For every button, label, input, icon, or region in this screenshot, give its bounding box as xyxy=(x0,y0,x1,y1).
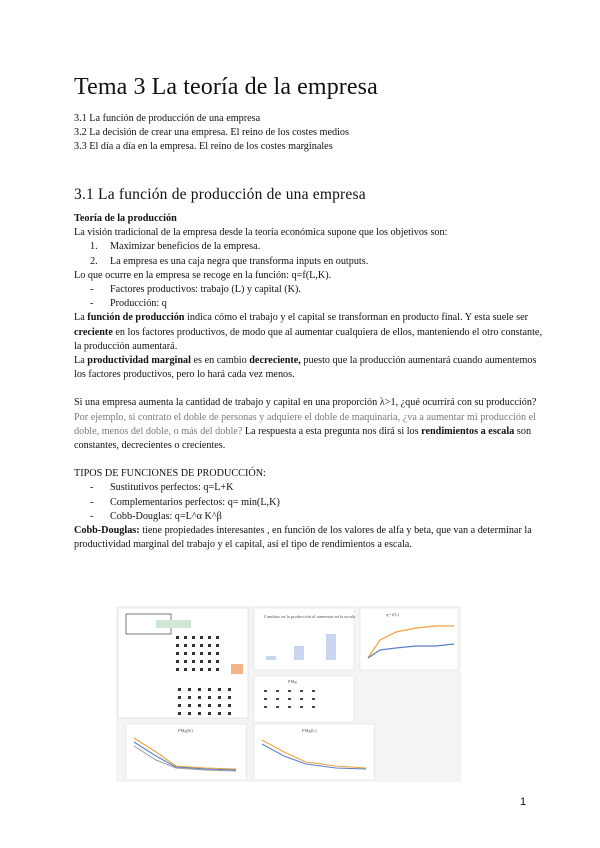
list-item: - Complementarios perfectos: q= min(L,K) xyxy=(90,496,280,508)
list-item: - Factores productivos: trabajo (L) y capital (K). xyxy=(90,284,301,296)
panel-a-title: PMg(K) xyxy=(178,728,194,733)
list-item: 1. Maximizar beneficios de la empresa. xyxy=(90,241,261,253)
intro-text: La visión tradicional de la empresa desde la teoría económica supone que los objetivos son: xyxy=(74,227,448,239)
section-body xyxy=(74,212,544,552)
page-number: 1 xyxy=(520,796,527,808)
types-heading: TIPOS DE FUNCIONES DE PRODUCCIÓN: xyxy=(74,468,266,480)
document-title: Tema 3 La teoría de la empresa xyxy=(74,74,378,100)
line-chart-title: q= f(L) xyxy=(386,612,400,617)
list-item: 2. La empresa es una caja negra que transforma inputs en outputs. xyxy=(90,255,369,267)
toc-item[interactable]: 3.1 La función de producción de una empresa xyxy=(74,113,261,124)
question-paragraph: Si una empresa aumenta la cantidad de trabajo y capital en una proporción λ>1, ¿qué ocurrirá con su producción? xyxy=(74,397,537,409)
theory-heading: Teoría de la producción xyxy=(74,213,177,224)
function-line: Lo que ocurre en la empresa se recoge en la función: q=f(L,K). xyxy=(74,269,332,281)
paragraph-marginal-productivity: La productividad marginal es en cambio decreciente, puesto que la producción aumentará cuando aumentemos los factores productivos, pero lo hará cada vez menos. xyxy=(74,355,537,381)
list-item: - Cobb-Douglas: q=L^α K^β xyxy=(90,510,222,522)
table-of-contents xyxy=(74,112,349,155)
cobb-douglas-paragraph: Cobb-Douglas: tiene propiedades interesantes , en función de los valores de alfa y beta, que van a determinar la productividad marginal del trabajo y el capital, así el tipo de rendimientos a escala. xyxy=(74,525,532,551)
spreadsheet-figure xyxy=(116,606,461,782)
bar-chart-title: Cambios en la producción al aumentar en la escala xyxy=(264,614,356,619)
list-item: - Producción: q xyxy=(90,298,167,310)
toc-item[interactable]: 3.3 El día a día en la empresa. El reino de los costes marginales xyxy=(74,141,333,153)
list-item: - Sustitutivos perfectos: q=L+K xyxy=(90,482,234,494)
sheet-label: PMg xyxy=(288,679,297,684)
section-title: 3.1 La función de producción de una empresa xyxy=(74,186,366,203)
returns-to-scale-paragraph: Por ejemplo, si contrato el doble de personas y adquiere el doble de maquinaria, ¿va a aumentar mi producción el doble, menos del doble, o más del doble? La respuesta a esta pregunta nos dirá si los rendimientos a escala son constantes, decrecientes o crecientes. xyxy=(74,411,536,452)
paragraph-production-function: La función de producción indica cómo el trabajo y el capital se transforman en producto final. Y esta suele ser creciente en los factores productivos, de modo que al aumentar cualquiera de ellos, manteniendo el otro constante, la producción aumentará. xyxy=(74,312,542,352)
toc-item[interactable]: 3.2 La decisión de crear una empresa. El reino de los costes medios xyxy=(74,127,349,139)
panel-b-title: PMg(L) xyxy=(302,728,317,733)
